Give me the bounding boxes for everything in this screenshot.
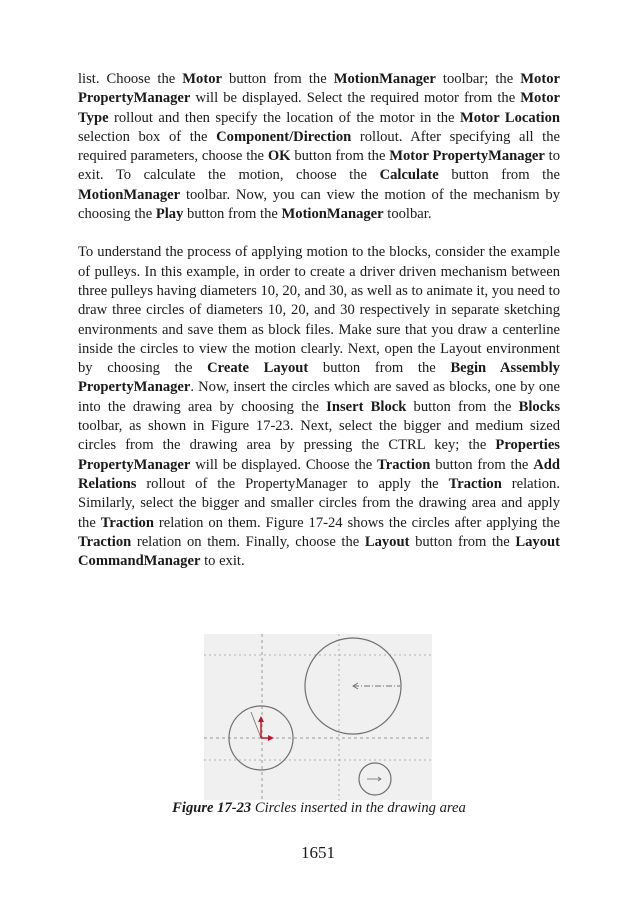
bold-term: Component/Direction — [216, 128, 352, 145]
text-run: rollout of the PropertyManager to apply the — [136, 475, 449, 492]
bold-term: Layout CommandManager — [78, 533, 560, 570]
bold-term: Motor PropertyManager — [389, 148, 545, 165]
text-run: button from the — [290, 148, 390, 165]
bold-term: Motor — [182, 71, 222, 87]
page-body — [78, 70, 560, 571]
medium-circle-centerline — [251, 712, 261, 738]
text-run: relation on them. Finally, choose the — [131, 533, 365, 550]
text-run: selection box of the — [78, 128, 217, 145]
text-run: rollout and then specify the location of the motor in the — [108, 109, 460, 126]
bold-term: Motor PropertyManager — [78, 71, 560, 107]
text-run: button from the — [409, 533, 516, 550]
text-run: toolbar, as shown in Figure 17-23. Next, select the bigger and medium sized circles from the drawing area by pressing the CTRL key; the — [78, 418, 560, 454]
bold-term: Layout — [364, 533, 410, 550]
text-run: . Now, insert the circles which are saved as blocks, one by one into the drawing area by choosing the — [78, 379, 560, 415]
figure-drawing-area — [204, 634, 432, 800]
text-run: toolbar. Now, you can view the motion of the mechanism by choosing the — [78, 186, 560, 223]
text-run: button from the — [222, 71, 334, 87]
text-run: list. Choose the — [78, 71, 183, 87]
figure-caption-text: Circles inserted in the drawing area — [251, 800, 466, 816]
bold-term: Traction — [377, 456, 431, 473]
bold-term: Play — [155, 206, 184, 223]
text-run: To understand the process of applying motion to the blocks, consider the example of pulleys. In this example, in order to create a driver driven mechanism between three pulleys having diameters 10, 20, and 30, as well as to animate it, you need to draw three circles of diameters 10, 20, and 30 respectively in separate sketching environments and save them as block files. Make sure that you draw a centerline inside the circles to view the motion clearly. Next, open the Layout environment by choosing the — [78, 244, 560, 377]
bold-term: Calculate — [379, 167, 439, 184]
text-run: will be displayed. Choose the — [190, 456, 378, 473]
bold-term: OK — [267, 148, 291, 165]
bold-term: MotionManager — [281, 206, 384, 223]
bold-term: Motor Location — [459, 109, 560, 126]
bold-term: Traction — [448, 475, 502, 492]
bold-term: MotionManager — [78, 186, 181, 203]
text-run: to exit. — [200, 553, 245, 570]
figure-caption-label: Figure 17-23 — [172, 800, 252, 816]
paragraph-pulleys — [78, 243, 560, 571]
text-run: to exit. To calculate the motion, choose the — [78, 148, 561, 184]
bold-term: Add Relations — [78, 456, 561, 492]
bold-term: Begin Assembly PropertyManager — [78, 360, 560, 396]
text-run: will be displayed. Select the required motor from the — [190, 90, 521, 107]
text-run: rollout. After specifying all the required parameters, choose the — [78, 128, 561, 165]
text-run: button from the — [430, 456, 534, 473]
bold-term: Create Layout — [207, 360, 309, 377]
circles-drawing — [204, 634, 432, 800]
origin-x-arrowhead-icon — [268, 735, 274, 741]
bold-term: Traction — [100, 514, 154, 531]
figure-caption — [78, 800, 560, 817]
text-run: toolbar; the — [435, 71, 521, 87]
origin-y-arrowhead-icon — [258, 716, 264, 722]
text-run: button from the — [406, 398, 519, 415]
text-run: button from the — [308, 360, 451, 377]
bold-term: Motor Type — [78, 90, 560, 126]
bold-term: Traction — [78, 533, 132, 550]
text-run: toolbar. — [383, 206, 432, 223]
bold-term: MotionManager — [333, 71, 436, 87]
bold-term: Blocks — [518, 398, 560, 415]
text-run: button from the — [183, 206, 282, 223]
bold-term: Insert Block — [326, 398, 407, 415]
text-run: relation. Similarly, select the bigger and smaller circles from the drawing area and apply the — [78, 475, 560, 531]
bold-term: Properties PropertyManager — [78, 437, 560, 473]
text-run: relation on them. Figure 17-24 shows the circles after applying the — [153, 514, 560, 531]
page-number: 1651 — [301, 843, 335, 862]
text-run: button from the — [438, 167, 560, 184]
paragraph-motion-manager — [78, 70, 560, 224]
